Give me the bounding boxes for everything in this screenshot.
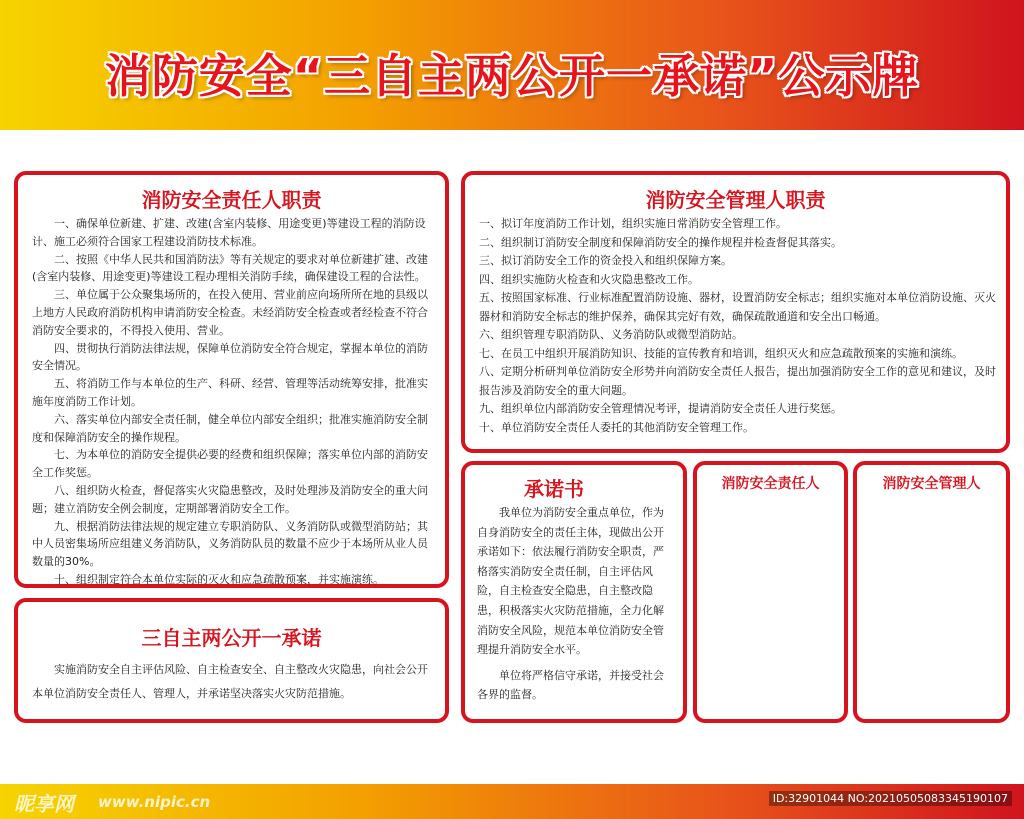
duty-item: 八、组织防火检查，督促落实火灾隐患整改，及时处理涉及消防安全的重大问题；建立消防安全例会制度，定期部署消防安全工作。 xyxy=(32,483,428,515)
duty-item: 四、贯彻执行消防法律法规，保障单位消防安全符合规定，掌握本单位的消防安全情况。 xyxy=(32,341,428,373)
watermark-url: www.nipic.cn xyxy=(98,793,211,811)
panel-pledge xyxy=(461,461,687,723)
panel-responsible-duties xyxy=(14,171,449,588)
page-title: 消防安全“三自主两公开一承诺”公示牌 xyxy=(104,49,920,103)
duty-item: 五、将消防工作与本单位的生产、科研、经营、管理等活动统筹安排，批准实施年度消防工作计划。 xyxy=(32,377,428,408)
panel-person-manager xyxy=(853,461,1010,723)
commitment-paragraph: 实施消防安全自主评估风险、自主检查安全、自主整改火灾隐患，向社会公开本单位消防安全责任人、管理人，并承诺坚决落实火灾防范措施。 xyxy=(32,663,428,700)
commitment-text xyxy=(32,658,432,706)
panel-responsible-title: 消防安全责任人职责 xyxy=(141,188,322,212)
pledge-paragraph: 我单位为消防安全重点单位，作为自身消防安全的责任主体，现做出公开承诺如下：依法履行消防安全职责，严格落实消防安全责任制，自主评估风险，自主检查安全隐患，自主整改隐患，积极落实火灾防范措施，全力化解消防安全风险，规范本单位消防安全管理提升消防安全水平。 xyxy=(477,506,664,657)
manager-item: 五、按照国家标准、行业标准配置消防设施、器材，设置消防安全标志；组织实施对本单位消防设施、灭火器材和消防安全标志的维护保养，确保其完好有效，确保疏散通道和安全出口畅通。 xyxy=(479,291,996,323)
panel-commitment xyxy=(14,598,449,723)
panel-person-manager-title: 消防安全管理人 xyxy=(882,476,981,492)
manager-item: 九、组织单位内部消防安全管理情况考评，提请消防安全责任人进行奖惩。 xyxy=(479,402,842,415)
panel-pledge-title: 承诺书 xyxy=(524,477,584,501)
manager-item: 八、定期分析研判单位消防安全形势并向消防安全责任人报告，提出加强消防安全工作的意见和建议，及时报告涉及消防安全的重大问题。 xyxy=(479,365,996,397)
watermark-id: ID:32901044 NO:20210505083345190107 xyxy=(769,791,1012,806)
panel-person-responsible xyxy=(693,461,848,723)
manager-item: 三、拟订消防安全工作的资金投入和组织保障方案。 xyxy=(479,254,732,267)
header-banner xyxy=(0,0,1024,130)
manager-item: 七、在员工中组织开展消防知识、技能的宣传教育和培训，组织灭火和应急疏散预案的实施和演练。 xyxy=(479,346,963,360)
watermark-logo: 昵享网 xyxy=(14,792,74,816)
manager-item: 十、单位消防安全责任人委托的其他消防安全管理工作。 xyxy=(479,420,754,434)
footer-banner xyxy=(0,784,1024,819)
panel-manager-duties xyxy=(461,171,1010,453)
manager-duties-list xyxy=(479,215,999,437)
manager-item: 六、组织管理专职消防队、义务消防队或微型消防站。 xyxy=(479,328,743,341)
pledge-paragraph: 单位将严格信守承诺，并接受社会各界的监督。 xyxy=(477,668,664,702)
duty-item: 十、组织制定符合本单位实际的灭火和应急疏散预案，并实施演练。 xyxy=(54,572,384,586)
duty-item: 二、按照《中华人民共和国消防法》等有关规定的要求对单位新建扩建、改建(含室内装修、用途变更)等建设工程办理相关消防手续，确保建设工程的合法性。 xyxy=(32,252,428,284)
panel-commitment-title: 三自主两公开一承诺 xyxy=(141,626,322,650)
duty-item: 一、确保单位新建、扩建、改建(含室内装修、用途变更)等建设工程的消防设计、施工必须符合国家工程建设消防技术标准。 xyxy=(32,217,426,248)
duty-item: 七、为本单位的消防安全提供必要的经费和组织保障；落实单位内部的消防安全工作奖惩。 xyxy=(32,448,428,480)
manager-item: 二、组织制订消防安全制度和保障消防安全的操作规程并检查督促其落实。 xyxy=(479,235,842,249)
panel-manager-title: 消防安全管理人职责 xyxy=(645,188,826,212)
duty-item: 三、单位属于公众聚集场所的，在投入使用、营业前应向场所所在地的县级以上地方人民政府消防机构申请消防安全检查。未经消防安全检查或者经检查不符合消防安全要求的，不得投入使用、营业。 xyxy=(32,288,428,337)
duty-item: 九、根据消防法律法规的规定建立专职消防队、义务消防队或微型消防站；其中人员密集场所应组建义务消防队，义务消防队员的数量不应少于本场所从业人员数量的30%。 xyxy=(32,519,428,569)
pledge-text xyxy=(477,503,673,705)
duty-item: 六、落实单位内部安全责任制，健全单位内部安全组织；批准实施消防安全制度和保障消防安全的操作规程。 xyxy=(32,412,428,444)
panel-person-responsible-title: 消防安全责任人 xyxy=(721,476,820,492)
manager-item: 一、拟订年度消防工作计划，组织实施日常消防安全管理工作。 xyxy=(479,217,787,230)
manager-item: 四、组织实施防火检查和火灾隐患整改工作。 xyxy=(479,272,699,286)
responsible-duties-list xyxy=(32,215,432,589)
